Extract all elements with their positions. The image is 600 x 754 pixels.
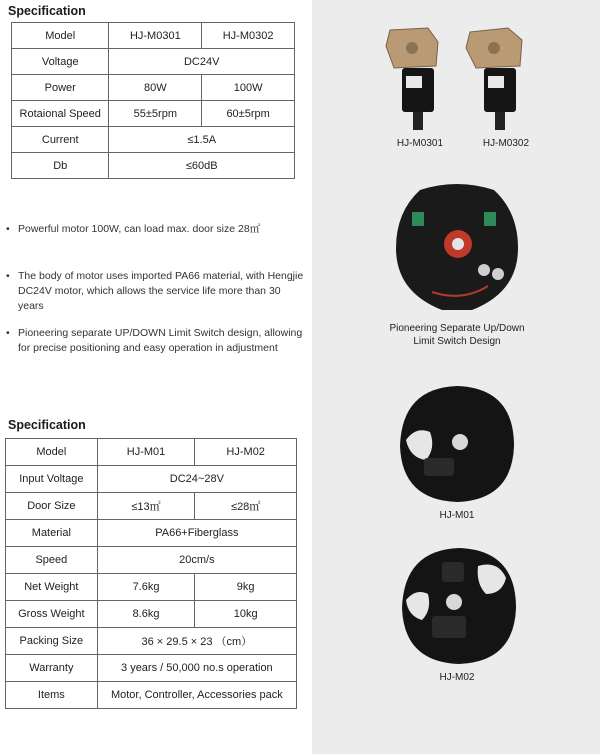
spec1-label: Current [12,127,109,153]
spec2-header-model: Model [6,439,98,466]
motor-hj-m0302-image [462,26,532,134]
spec1-value: ≤60dB [109,153,295,179]
spec1-label: Db [12,153,109,179]
spec2-label: Net Weight [6,574,98,601]
spec2-label: Packing Size [6,628,98,655]
spec2-value: PA66+Fiberglass [97,520,296,547]
caption-hj-m01: HJ-M01 [439,510,475,521]
spec2-value: 20cm/s [97,547,296,574]
spec1-title: Specification [8,4,86,18]
caption-hj-m0302: HJ-M0302 [482,138,530,149]
spec1-label: Power [12,75,109,101]
motor-hj-m01-image [396,382,518,506]
spec1-row-power [12,75,295,101]
spec1-header-m0301: HJ-M0301 [109,23,202,49]
spec2-label: Warranty [6,655,98,682]
feature-bullet: • Powerful motor 100W, can load max. door size 28㎡ [6,222,308,237]
spec2-row-speed [6,547,297,574]
spec1-value-a: 55±5rpm [109,101,202,127]
spec2-table [5,438,297,709]
spec2-header-m02: HJ-M02 [195,439,297,466]
spec1-value: ≤1.5A [109,127,295,153]
feature-bullet: • The body of motor uses imported PA66 material, with Hengjie DC24V motor, which allows the service life more than 30 years [6,269,308,314]
limit-switch-image [392,182,522,314]
spec2-title: Specification [8,418,86,432]
spec1-value-a: 80W [109,75,202,101]
spec2-label: Door Size [6,493,98,520]
spec2-label: Input Voltage [6,466,98,493]
spec2-label: Speed [6,547,98,574]
spec1-header-m0302: HJ-M0302 [202,23,295,49]
spec2-row-gross-weight [6,601,297,628]
spec2-row-material [6,520,297,547]
caption-hj-m0301: HJ-M0301 [396,138,444,149]
spec2-label: Material [6,520,98,547]
spec1-value-b: 60±5rpm [202,101,295,127]
spec1-row-current [12,127,295,153]
caption-limit-switch: Pioneering Separate Up/Down Limit Switch Design [389,323,525,347]
spec2-value: 3 years / 50,000 no.s operation [97,655,296,682]
caption-hj-m02: HJ-M02 [439,672,475,683]
spec2-value: Motor, Controller, Accessories pack [97,682,296,709]
spec2-row-items [6,682,297,709]
spec2-row-packing-size [6,628,297,655]
feature-bullet: • Pioneering separate UP/DOWN Limit Switch design, allowing for precise positioning and easy operation in adjustment [6,326,308,356]
spec2-value: 36 × 29.5 × 23 （cm） [97,628,296,655]
spec2-label: Items [6,682,98,709]
spec2-value-a: ≤13㎡ [97,493,195,520]
motor-hj-m02-image [398,544,520,668]
spec2-row-door-size [6,493,297,520]
spec2-row-warranty [6,655,297,682]
spec2-value: DC24~28V [97,466,296,493]
spec2-label: Gross Weight [6,601,98,628]
spec1-row-speed [12,101,295,127]
spec1-label: Rotaional Speed [12,101,109,127]
spec2-value-b: 10kg [195,601,297,628]
spec2-value-a: 7.6kg [97,574,195,601]
spec2-value-b: ≤28㎡ [195,493,297,520]
spec1-header-row [12,23,295,49]
spec2-row-net-weight [6,574,297,601]
spec2-value-a: 8.6kg [97,601,195,628]
spec1-label: Voltage [12,49,109,75]
spec2-value-b: 9kg [195,574,297,601]
motor-hj-m0301-image [380,26,450,134]
spec1-header-model: Model [12,23,109,49]
spec1-value-b: 100W [202,75,295,101]
spec1-row-voltage [12,49,295,75]
spec1-value: DC24V [109,49,295,75]
spec1-table [11,22,295,179]
spec2-header-row [6,439,297,466]
spec1-row-db [12,153,295,179]
spec2-header-m01: HJ-M01 [97,439,195,466]
spec2-row-input-voltage [6,466,297,493]
